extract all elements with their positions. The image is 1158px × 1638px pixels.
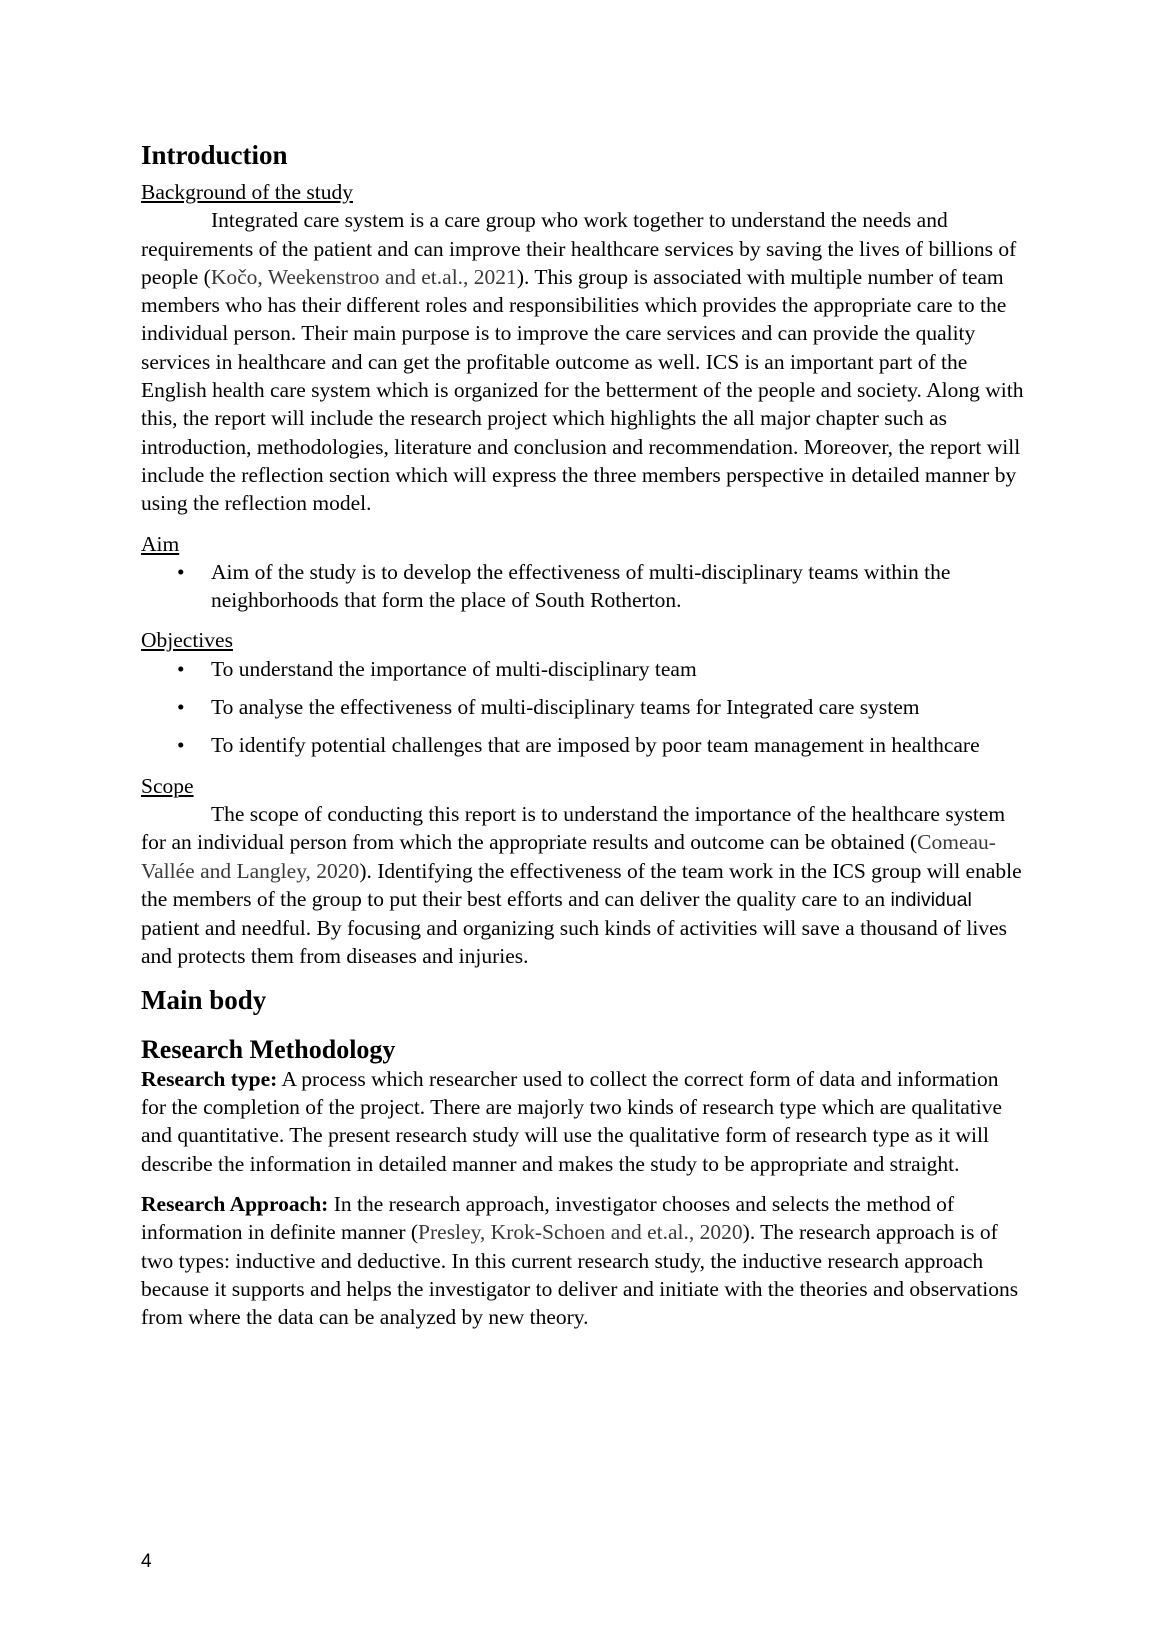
bullet-icon: • bbox=[177, 559, 185, 584]
background-paragraph: Integrated care system is a care group who work together to understand the needs and requirements of the patient and can improve their healthcare services by saving the lives of billions of people (Kočo, Weekenstroo and et.al., 2021). This group is associated with multiple number of team members who has their different roles and responsibilities which provides the appropriate care to the individual person. Their main purpose is to improve the care services and can provide the quality services in healthcare and can get the profitable outcome as well. ICS is an important part of the English health care system which is organized for the betterment of the people and society. Along with this, the report will include the research project which highlights the all major chapter such as introduction, methodologies, literature and conclusion and recommendation. Moreover, the report will include the reflection section which will express the three members perspective in detailed manner by using the reflection model. bbox=[141, 208, 1024, 516]
bullet-icon: • bbox=[177, 733, 185, 758]
scope-subheading: Scope bbox=[141, 773, 194, 798]
bullet-icon: • bbox=[177, 695, 185, 720]
research-approach-paragraph: Research Approach: In the research approach, investigator chooses and selects the method of information in definite manner (Presley, Krok-Schoen and et.al., 2020). The research approach is of two types: inductive and deductive. In this current research study, the inductive research approach because it supports and helps the investigator to deliver and initiate with the theories and observations from where the data can be analyzed by new theory. bbox=[141, 1191, 1019, 1330]
citation: Comeau-Vallée and Langley, 2020 bbox=[141, 830, 996, 883]
main-body-heading: Main body bbox=[141, 984, 267, 1015]
list-item: • Aim of the study is to develop the effectiveness of multi-disciplinary teams within the neighborhoods that form the place of South Rotherton. bbox=[177, 559, 951, 613]
background-subheading: Background of the study bbox=[141, 180, 353, 204]
page-number: 4 bbox=[141, 1551, 152, 1572]
list-item: • To identify potential challenges that are imposed by poor team management in healthcare bbox=[141, 731, 1026, 759]
list-item: • To understand the importance of multi-disciplinary team bbox=[141, 655, 1026, 683]
aim-list bbox=[141, 558, 1026, 615]
list-item: • To analyse the effectiveness of multi-disciplinary teams for Integrated care system bbox=[141, 693, 1026, 721]
research-type-label: Research type: bbox=[141, 1066, 278, 1091]
citation: Kočo, Weekenstroo and et.al., 2021 bbox=[210, 264, 517, 289]
objectives-subheading: Objectives bbox=[141, 628, 233, 653]
research-approach-label: Research Approach: bbox=[141, 1191, 329, 1216]
aim-subheading: Aim bbox=[141, 531, 180, 556]
bullet-icon: • bbox=[177, 656, 185, 681]
research-methodology-heading: Research Methodology bbox=[141, 1034, 396, 1064]
objectives-list bbox=[141, 655, 1026, 760]
introduction-heading: Introduction bbox=[141, 140, 288, 170]
scope-paragraph: The scope of conducting this report is to understand the importance of the healthcare system for an individual person from which the appropriate results and outcome can be obtained (Comeau-Vallée and Langley, 2020). Identifying the effectiveness of the team work in the ICS group will enable the members of the group to put their best efforts and can deliver the quality care to an individual patient and needful. By focusing and organizing such kinds of activities will save a thousand of lives and protects them from diseases and injuries. bbox=[141, 801, 1022, 969]
citation: Presley, Krok-Schoen and et.al., 2020 bbox=[418, 1220, 743, 1245]
research-type-paragraph: Research type: A process which researcher used to collect the correct form of data and information for the completion of the project. There are majorly two kinds of research type which are qualitative and quantitative. The present research study will use the qualitative form of research type as it will describe the information in detailed manner and makes the study to be appropriate and straight. bbox=[141, 1066, 1003, 1176]
document-page bbox=[141, 138, 1026, 1331]
